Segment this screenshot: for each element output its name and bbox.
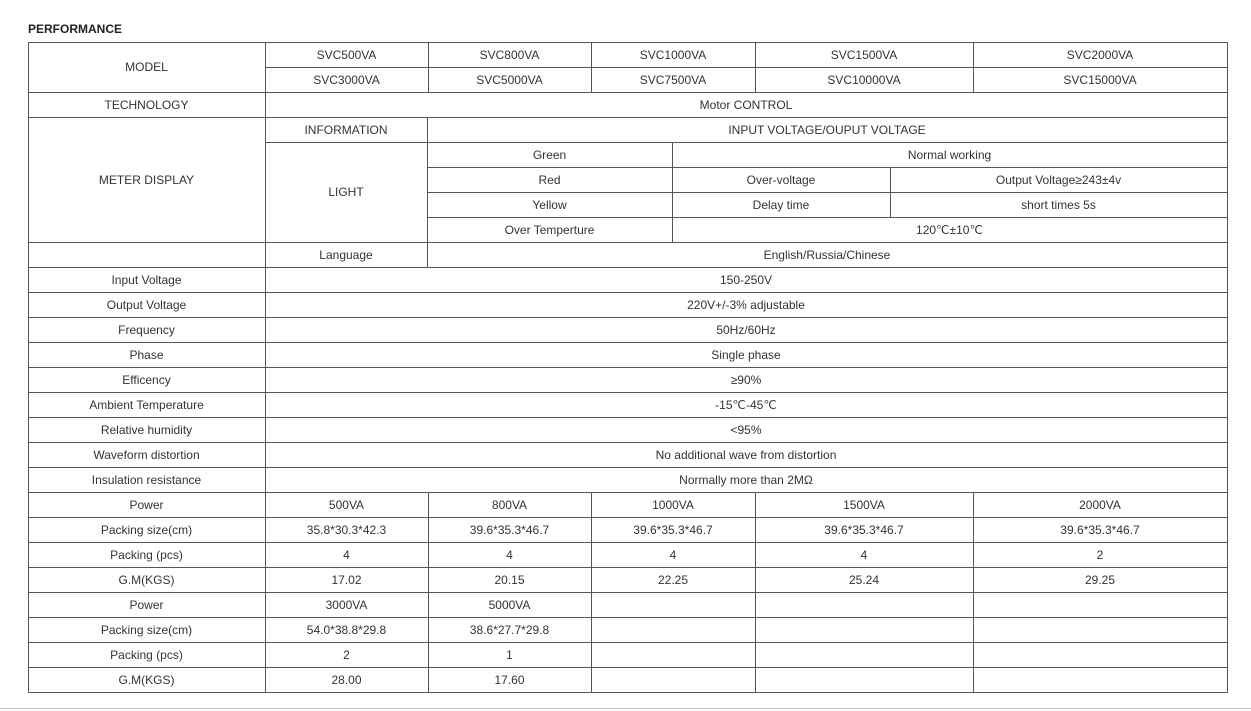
yellow-light-status: Delay time [752,197,810,212]
group-value-cell: 25.24 [848,572,880,587]
spec-value: ≥90% [730,372,762,387]
group-value-cell: 4 [506,547,513,562]
group-value-cell: 39.6*35.3*46.7 [824,522,904,537]
green-light-value: Normal working [907,147,992,162]
model-cell: SVC10000VA [827,72,901,87]
information-value: INPUT VOLTAGE/OUPUT VOLTAGE [728,122,926,137]
page-title: PERFORMANCE [28,22,123,36]
model-cell: SVC2000VA [1066,47,1134,62]
spec-value: <95% [730,422,762,437]
group-value-cell: 17.60 [494,672,525,687]
spec-value: 150-250V [719,272,773,287]
spec-label: Output Voltage [106,297,187,312]
meter-display-label: METER DISPLAY [98,172,195,187]
group-value-cell: 29.25 [1084,572,1116,587]
spec-label: Phase [129,347,164,362]
group-value-cell: 20.15 [494,572,525,587]
model-cell: SVC800VA [479,47,540,62]
model-cell: SVC7500VA [639,72,707,87]
spec-label: Waveform distortion [93,447,200,462]
model-cell: SVC1500VA [830,47,898,62]
group-value-cell: 4 [860,547,868,562]
over-temperature-value: 120℃±10℃ [916,222,983,237]
group-value-cell: 17.02 [331,572,362,587]
spec-value: -15℃-45℃ [715,397,777,412]
spec-value: No additional wave from distortion [655,447,837,462]
group-row-label: Power [129,597,164,612]
group-row-label: Packing (pcs) [110,547,183,562]
group-value-cell: 500VA [328,497,365,512]
red-light-status: Over-voltage [746,172,816,187]
red-light-value: Output Voltage≥243±4v [995,172,1122,187]
spec-value: Normally more than 2MΩ [679,472,813,487]
language-value: English/Russia/Chinese [763,247,891,262]
group-row-label: Packing (pcs) [110,647,183,662]
group-value-cell: 39.6*35.3*46.7 [1060,522,1140,537]
group-value-cell: 800VA [491,497,528,512]
group-value-cell: 3000VA [325,597,368,612]
model-cell: SVC500VA [316,47,377,62]
spec-value: 50Hz/60Hz [716,322,776,337]
over-temperature-label: Over Temperture [504,222,595,237]
group-value-cell [591,667,755,692]
model-cell: SVC1000VA [639,47,707,62]
yellow-light-value: short times 5s [1021,197,1096,212]
model-cell: SVC5000VA [476,72,543,87]
group-value-cell [973,617,1227,642]
technology-label: TECHNOLOGY [104,97,189,112]
group-value-cell: 2 [1096,547,1104,562]
spec-value: 220V+/-3% adjustable [687,297,805,312]
group-row-label: G.M(KGS) [118,572,175,587]
group-value-cell: 39.6*35.3*46.7 [469,522,550,537]
group-value-cell: 2 [343,647,350,662]
language-label: Language [319,247,373,262]
spec-label: Frequency [118,322,175,337]
group-value-cell [755,642,973,667]
red-light-label: Red [538,172,561,187]
group-value-cell [591,642,755,667]
spec-label: Ambient Temperature [89,397,204,412]
group-value-cell: 35.8*30.3*42.3 [306,522,387,537]
group-value-cell [973,642,1227,667]
group-value-cell: 39.6*35.3*46.7 [633,522,713,537]
group-value-cell: 2000VA [1079,497,1121,512]
group-value-cell [591,592,755,617]
group-value-cell: 1500VA [843,497,885,512]
green-light-label: Green [532,147,567,162]
group-value-cell: 22.25 [657,572,689,587]
yellow-light-label: Yellow [532,197,567,212]
group-value-cell: 28.00 [331,672,362,687]
group-row-label: Packing size(cm) [100,522,193,537]
technology-value: Motor CONTROL [699,97,793,112]
group-value-cell: 5000VA [488,597,531,612]
model-label: MODEL [125,60,168,74]
group-value-cell [755,617,973,642]
performance-table [28,42,1228,693]
group-value-cell: 38.6*27.7*29.8 [469,622,550,637]
group-value-cell: 4 [343,547,350,562]
group-value-cell: 1000VA [652,497,694,512]
group-value-cell: 4 [669,547,677,562]
spec-label: Input Voltage [111,272,182,287]
group-value-cell [755,667,973,692]
group-row-label: Power [129,497,164,512]
group-value-cell: 1 [506,647,513,662]
spec-label: Insulation resistance [91,472,202,487]
group-value-cell: 54.0*38.8*29.8 [306,622,387,637]
spec-value: Single phase [711,347,781,362]
group-row-label: Packing size(cm) [100,622,193,637]
spec-label: Relative humidity [100,422,193,437]
model-cell: SVC15000VA [1063,72,1137,87]
group-value-cell [755,592,973,617]
group-value-cell [973,592,1227,617]
footer-divider [0,708,1251,709]
group-value-cell [591,617,755,642]
light-label: LIGHT [328,185,364,199]
model-cell: SVC3000VA [313,72,380,87]
group-value-cell [973,667,1227,692]
group-row-label: G.M(KGS) [118,672,175,687]
spec-label: Efficency [122,372,171,387]
information-label: INFORMATION [304,122,388,137]
